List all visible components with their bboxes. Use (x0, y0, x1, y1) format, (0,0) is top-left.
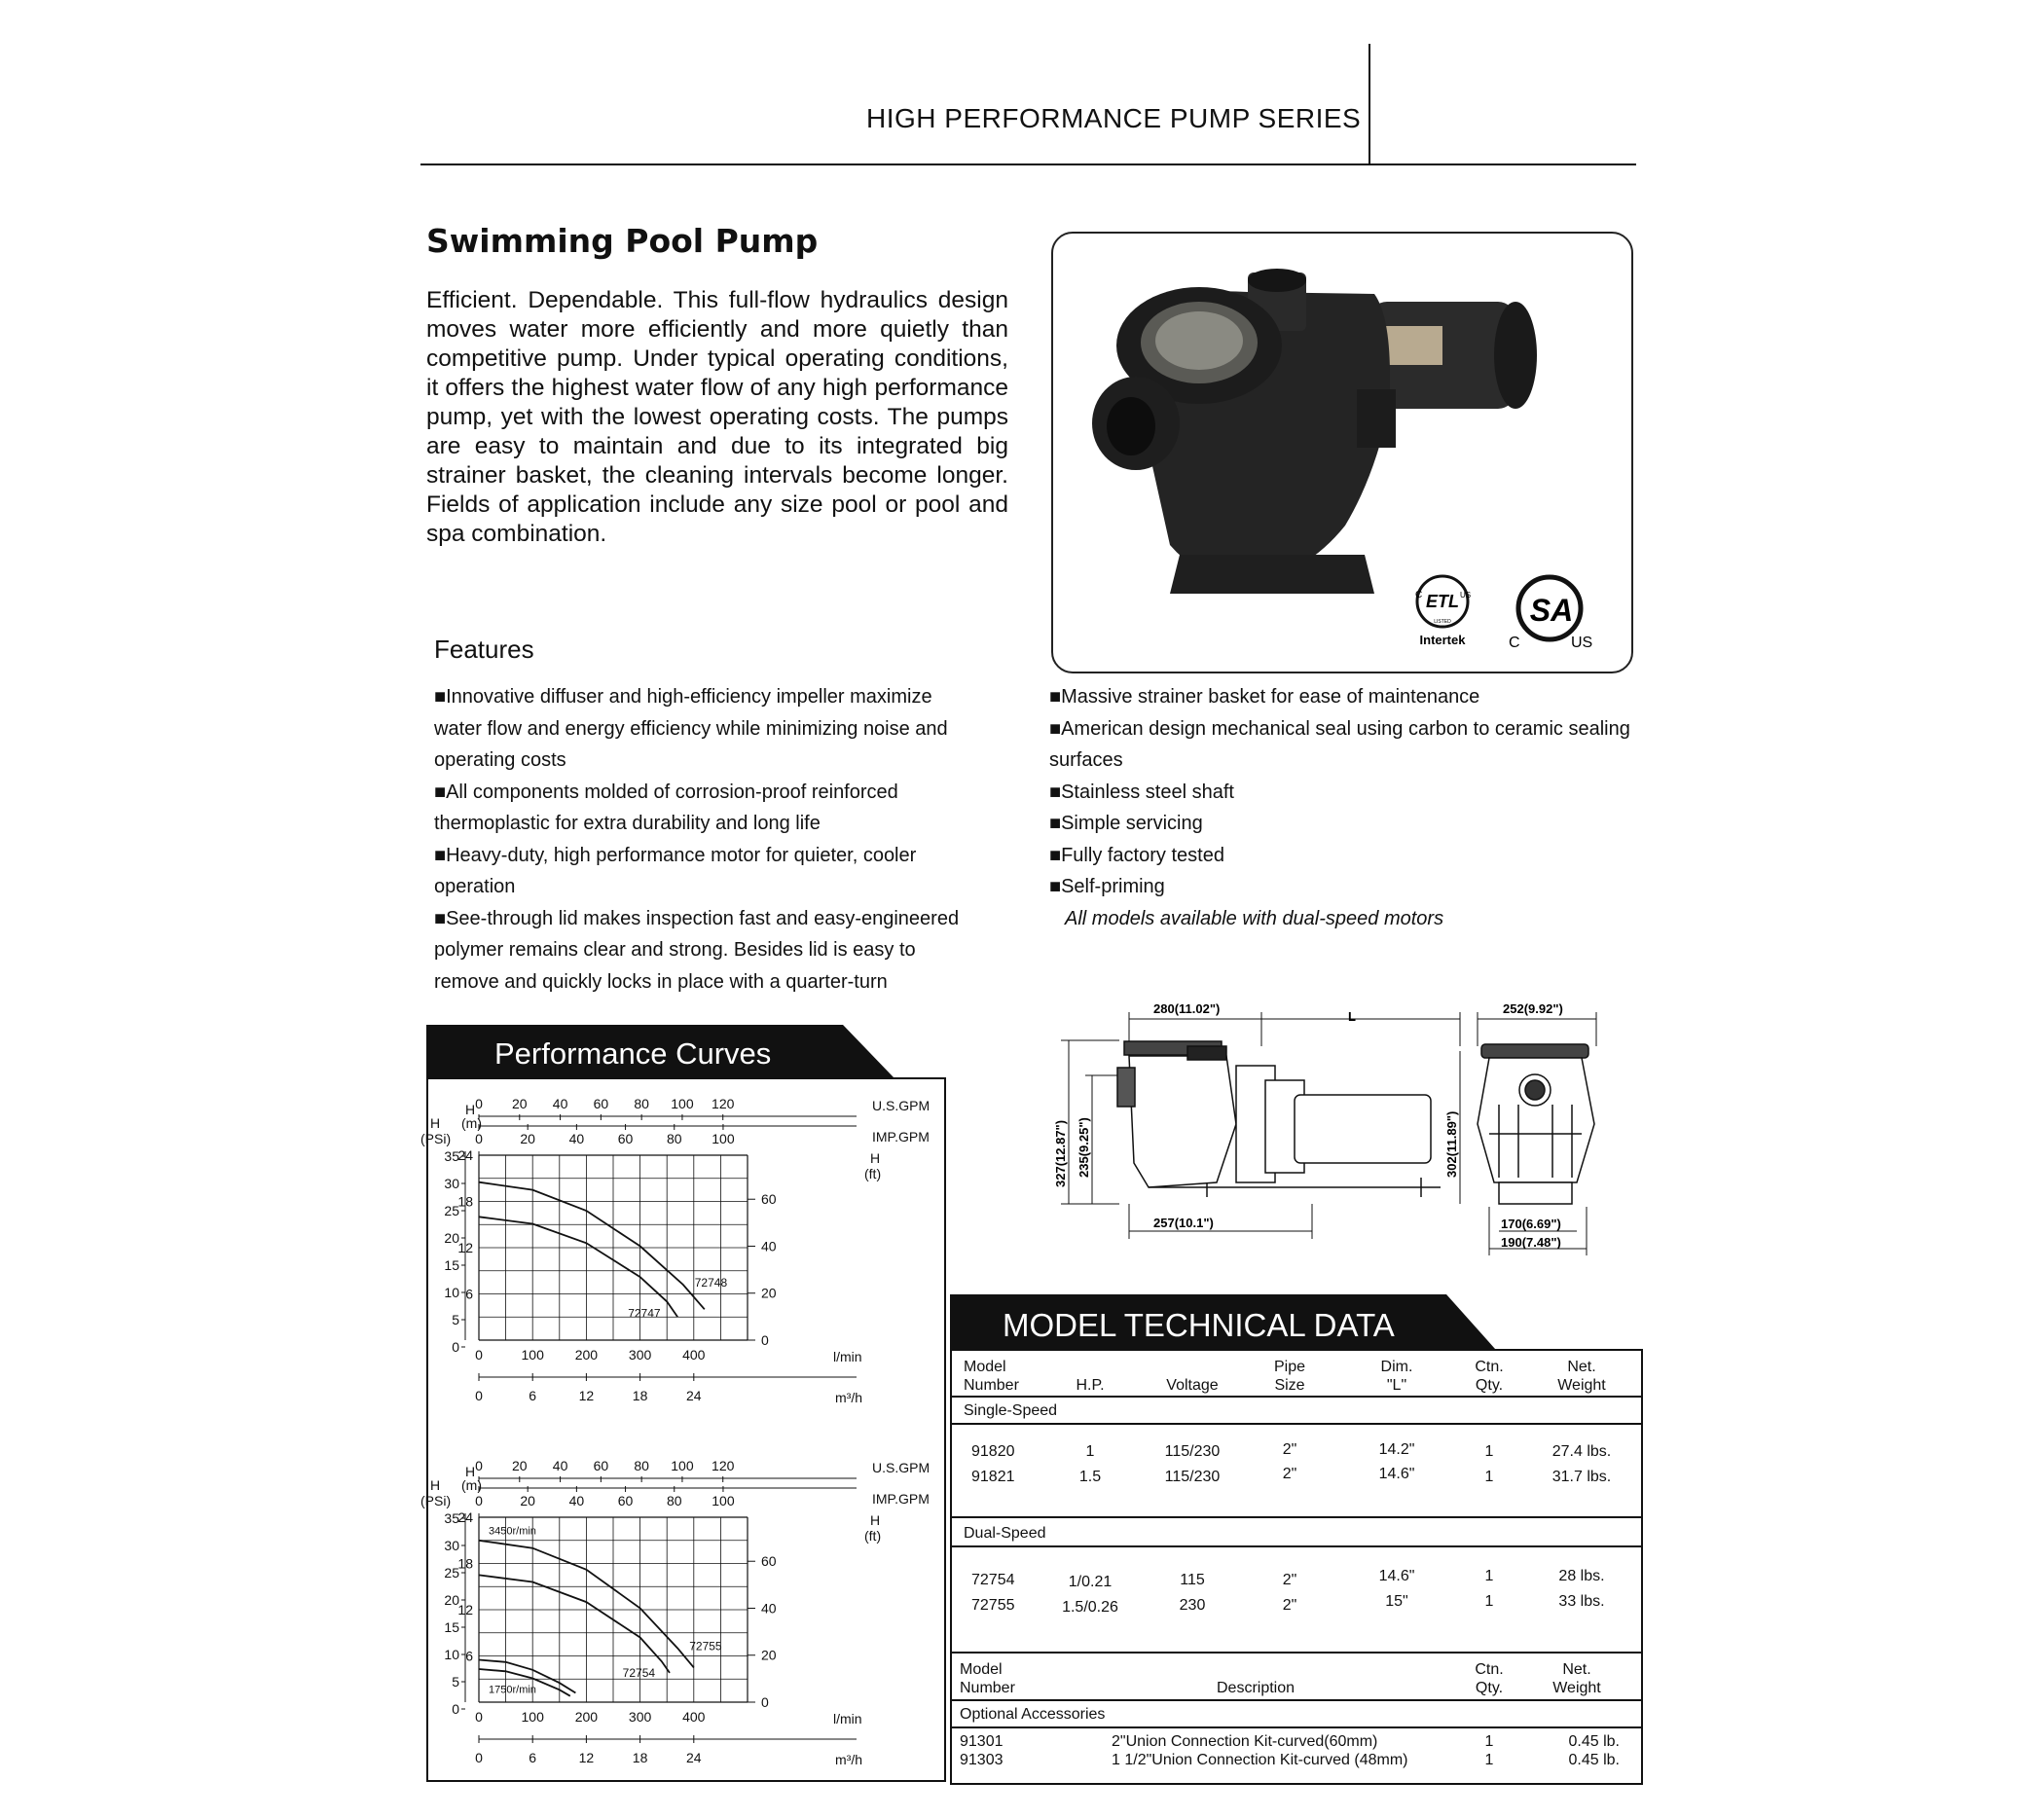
x-tick-label: 18 (632, 1388, 648, 1403)
feature-item: ■Fully factory tested (1049, 844, 1224, 866)
y-tick-label: 25 (444, 1565, 459, 1581)
table-divider (950, 1516, 1641, 1518)
y-tick-label: 20 (761, 1285, 777, 1301)
y-tick-label: 25 (444, 1203, 459, 1218)
svg-text:C: C (1415, 590, 1423, 600)
th-acc-net: Net. Weight (1552, 1661, 1601, 1696)
axis-unit-label: U.S.GPM (872, 1460, 931, 1475)
x-tick-label: 0 (475, 1458, 483, 1473)
pump-image (1053, 234, 1631, 672)
performance-chart-2 (420, 1447, 934, 1778)
table-divider (950, 1699, 1641, 1701)
y-tick-label: 60 (761, 1191, 777, 1208)
x-tick-label: 100 (521, 1709, 544, 1725)
bullet-icon: ■ (1049, 876, 1062, 897)
product-description: Efficient. Dependable. This full-flow hydraulics design moves water more efficiently and more quietly than competitive pump. Under typical operating conditions, it offers the highest water flow of any high performance pump, yet with the lowest operating costs. The pumps are easy to maintain and due to its integrated big strainer basket, the cleaning intervals become longer. Fields of application include any size pool or pool and spa combination. (426, 287, 1008, 547)
axis-unit-label: H (870, 1512, 881, 1528)
axis-unit-label: m³/h (835, 1752, 862, 1767)
feature-item: ■Heavy-duty, high performance motor for quieter, cooler operation (434, 844, 917, 897)
x-tick-label: 20 (511, 1458, 528, 1473)
bullet-icon: ■ (1049, 813, 1062, 834)
series-title: HIGH PERFORMANCE PUMP SERIES (866, 103, 1362, 133)
y-tick-label: 0 (761, 1694, 769, 1710)
x-tick-label: 200 (574, 1347, 599, 1363)
svg-text:US: US (1460, 591, 1472, 600)
axis-unit-label: l/min (833, 1349, 862, 1364)
series-line (479, 1575, 670, 1673)
x-tick-label: 24 (686, 1750, 702, 1765)
y-tick-label: 12 (457, 1240, 473, 1255)
y-tick-label: 24 (457, 1147, 473, 1163)
axis-unit-label: (ft) (864, 1528, 882, 1544)
features-list-right (1049, 681, 1633, 934)
etl-listed-mark-icon (1415, 576, 1471, 647)
th-acc-desc: Description (1216, 1680, 1296, 1696)
axis-unit-label: m³/h (835, 1390, 862, 1405)
dim-side-width: 252(9.92") (1503, 1001, 1563, 1016)
x-tick-label: 0 (475, 1131, 483, 1146)
feature-item: ■Simple servicing (1049, 813, 1203, 834)
x-tick-label: 100 (712, 1493, 735, 1508)
dim-base-outer: 190(7.48") (1501, 1235, 1561, 1250)
y-tick-label: 12 (457, 1602, 473, 1617)
features-heading: Features (434, 635, 534, 664)
y-tick-label: 24 (457, 1509, 473, 1525)
axis-unit-label: H (465, 1102, 476, 1117)
x-tick-label: 40 (552, 1458, 568, 1473)
feature-item: ■All components molded of corrosion-proof reinforced thermoplastic for extra durability and long life (434, 781, 898, 834)
dual-speed-label: Dual-Speed (964, 1525, 1046, 1542)
tech-title: MODEL TECHNICAL DATA (1003, 1307, 1395, 1343)
bullet-icon: ■ (434, 781, 447, 803)
table-divider (950, 1652, 1641, 1653)
x-tick-label: 40 (552, 1096, 568, 1111)
x-tick-label: 60 (593, 1096, 609, 1111)
y-tick-label: 18 (457, 1555, 473, 1572)
axis-unit-label: H (465, 1464, 476, 1479)
axis-unit-label: H (430, 1477, 441, 1493)
x-tick-label: 20 (520, 1493, 535, 1508)
single-speed-label: Single-Speed (964, 1402, 1058, 1419)
th-net: Net. Weight (1557, 1359, 1606, 1394)
dual-speed-note: All models available with dual-speed motors (1065, 907, 1444, 929)
x-tick-label: 400 (682, 1709, 706, 1725)
x-tick-label: 40 (568, 1131, 585, 1146)
x-tick-label: 80 (666, 1493, 682, 1508)
svg-text:Intertek: Intertek (1419, 633, 1466, 647)
axis-unit-label: U.S.GPM (872, 1098, 931, 1113)
x-tick-label: 0 (475, 1096, 483, 1111)
bullet-icon: ■ (434, 907, 447, 929)
x-tick-label: 120 (712, 1458, 735, 1473)
th-dim: Dim. "L" (1380, 1359, 1413, 1394)
feature-item: ■Innovative diffuser and high-efficiency impeller maximize water flow and energy efficiency while minimizing noise and operating costs (434, 686, 948, 771)
y-tick-label: 40 (761, 1238, 777, 1254)
bullet-icon: ■ (1049, 844, 1062, 866)
axis-unit-label: IMP.GPM (872, 1491, 930, 1507)
axis-unit-label: (m) (461, 1477, 482, 1493)
x-tick-label: 12 (578, 1750, 595, 1765)
th-acc-ctn: Ctn. Qty. (1475, 1661, 1504, 1696)
y-tick-label: 35 (444, 1510, 459, 1526)
pump-icon (1092, 269, 1537, 594)
x-tick-label: 20 (520, 1131, 535, 1146)
y-tick-label: 10 (444, 1647, 459, 1662)
feature-item: ■American design mechanical seal using carbon to ceramic sealing surfaces (1049, 717, 1630, 771)
table-divider (950, 1423, 1641, 1425)
feature-item: ■Self-priming (1049, 876, 1165, 897)
table-divider (950, 1545, 1641, 1547)
dim-height-right: 302(11.89") (1444, 1110, 1459, 1178)
performance-title: Performance Curves (494, 1036, 772, 1071)
dim-base-length: 257(10.1") (1153, 1216, 1214, 1230)
svg-text:SA: SA (1529, 593, 1574, 628)
series-label: 72755 (689, 1639, 722, 1653)
y-tick-label: 20 (761, 1647, 777, 1663)
x-tick-label: 0 (475, 1750, 483, 1765)
x-tick-label: 80 (634, 1458, 649, 1473)
speed-label: 1750r/min (489, 1684, 536, 1696)
y-tick-label: 0 (452, 1339, 459, 1355)
dim-base-inner: 170(6.69") (1501, 1217, 1561, 1231)
feature-item: ■Massive strainer basket for ease of maintenance (1049, 686, 1480, 708)
series-label: 72747 (628, 1306, 661, 1321)
x-tick-label: 60 (617, 1493, 634, 1508)
bullet-icon: ■ (434, 844, 447, 866)
x-tick-label: 0 (475, 1493, 483, 1508)
bullet-icon: ■ (1049, 781, 1062, 803)
y-tick-label: 5 (452, 1674, 459, 1690)
accessories-label: Optional Accessories (960, 1706, 1106, 1723)
axis-unit-label: l/min (833, 1711, 862, 1726)
bullet-icon: ■ (1049, 717, 1062, 740)
axis-unit-label: (ft) (864, 1166, 882, 1181)
x-tick-label: 6 (529, 1388, 537, 1403)
th-model: Model Number (964, 1359, 1019, 1394)
axis-unit-label: (PSi) (420, 1131, 452, 1146)
th-pipe: Pipe Size (1273, 1359, 1306, 1394)
y-tick-label: 0 (452, 1701, 459, 1717)
table-divider (950, 1726, 1641, 1728)
dim-height-total: 327(12.87") (1053, 1119, 1068, 1187)
y-tick-label: 20 (444, 1230, 459, 1246)
y-tick-label: 0 (761, 1332, 769, 1348)
svg-text:LISTED: LISTED (1434, 619, 1451, 625)
x-tick-label: 20 (511, 1096, 528, 1111)
performance-chart-1 (420, 1085, 934, 1416)
th-hp: H.P. (1076, 1377, 1105, 1394)
axis-unit-label: (m) (461, 1115, 482, 1131)
th-acc-model: Model Number (960, 1661, 1015, 1696)
x-tick-label: 80 (666, 1131, 682, 1146)
x-tick-label: 18 (632, 1750, 648, 1765)
bullet-icon: ■ (434, 686, 447, 708)
x-tick-label: 60 (593, 1458, 609, 1473)
series-label: 72754 (622, 1666, 656, 1681)
product-photo-frame (1051, 232, 1633, 673)
axis-unit-label: (PSi) (420, 1493, 452, 1508)
th-voltage: Voltage (1166, 1377, 1219, 1394)
page-title: Swimming Pool Pump (426, 222, 819, 260)
svg-text:C: C (1509, 635, 1520, 651)
x-tick-label: 100 (712, 1131, 735, 1146)
table-divider (950, 1396, 1641, 1398)
pump-side-view-icon (1117, 1041, 1441, 1197)
x-tick-label: 12 (578, 1388, 595, 1403)
th-ctn: Ctn. Qty. (1475, 1359, 1504, 1394)
x-tick-label: 120 (712, 1096, 735, 1111)
header-divider-horizontal (420, 164, 1636, 165)
y-tick-label: 15 (444, 1619, 459, 1635)
x-tick-label: 60 (617, 1131, 634, 1146)
x-tick-label: 40 (568, 1493, 585, 1508)
y-tick-label: 6 (465, 1648, 473, 1664)
x-tick-label: 300 (628, 1347, 652, 1363)
pump-front-view-icon (1478, 1044, 1594, 1204)
y-tick-label: 60 (761, 1553, 777, 1570)
y-tick-label: 6 (465, 1286, 473, 1302)
bullet-icon: ■ (1049, 686, 1062, 708)
header-divider-vertical (1369, 44, 1370, 164)
series-line (479, 1217, 677, 1317)
svg-text:ETL: ETL (1426, 592, 1459, 611)
dimension-drawing (1032, 988, 1606, 1270)
y-tick-label: 35 (444, 1148, 459, 1164)
x-tick-label: 300 (628, 1709, 652, 1725)
y-tick-label: 30 (444, 1176, 459, 1191)
axis-unit-label: H (870, 1150, 881, 1166)
dim-height-inlet: 235(9.25") (1077, 1117, 1091, 1178)
y-tick-label: 40 (761, 1600, 777, 1617)
y-tick-label: 15 (444, 1257, 459, 1273)
speed-label: 3450r/min (489, 1525, 536, 1538)
dim-top-width: 280(11.02") (1153, 1001, 1221, 1016)
features-list-left (434, 681, 984, 998)
y-tick-label: 18 (457, 1193, 473, 1210)
y-tick-label: 10 (444, 1285, 459, 1300)
svg-text:US: US (1571, 635, 1593, 651)
x-tick-label: 400 (682, 1347, 706, 1363)
x-tick-label: 200 (574, 1709, 599, 1725)
dim-length: L (1348, 1009, 1356, 1024)
x-tick-label: 24 (686, 1388, 702, 1403)
x-tick-label: 80 (634, 1096, 649, 1111)
x-tick-label: 100 (671, 1096, 694, 1111)
y-tick-label: 30 (444, 1538, 459, 1553)
series-label: 72748 (694, 1276, 728, 1290)
csa-mark-icon (1509, 577, 1592, 651)
x-tick-label: 100 (521, 1347, 544, 1363)
x-tick-label: 0 (475, 1347, 483, 1363)
x-tick-label: 100 (671, 1458, 694, 1473)
feature-item: ■Stainless steel shaft (1049, 781, 1234, 803)
y-tick-label: 5 (452, 1312, 459, 1327)
x-tick-label: 0 (475, 1388, 483, 1403)
feature-item: ■See-through lid makes inspection fast and easy-engineered polymer remains clear and strong. Besides lid is easy to remove and quickly locks in place with a quarter-turn (434, 907, 960, 993)
axis-unit-label: IMP.GPM (872, 1129, 930, 1145)
y-tick-label: 20 (444, 1592, 459, 1608)
x-tick-label: 0 (475, 1709, 483, 1725)
axis-unit-label: H (430, 1115, 441, 1131)
x-tick-label: 6 (529, 1750, 537, 1765)
